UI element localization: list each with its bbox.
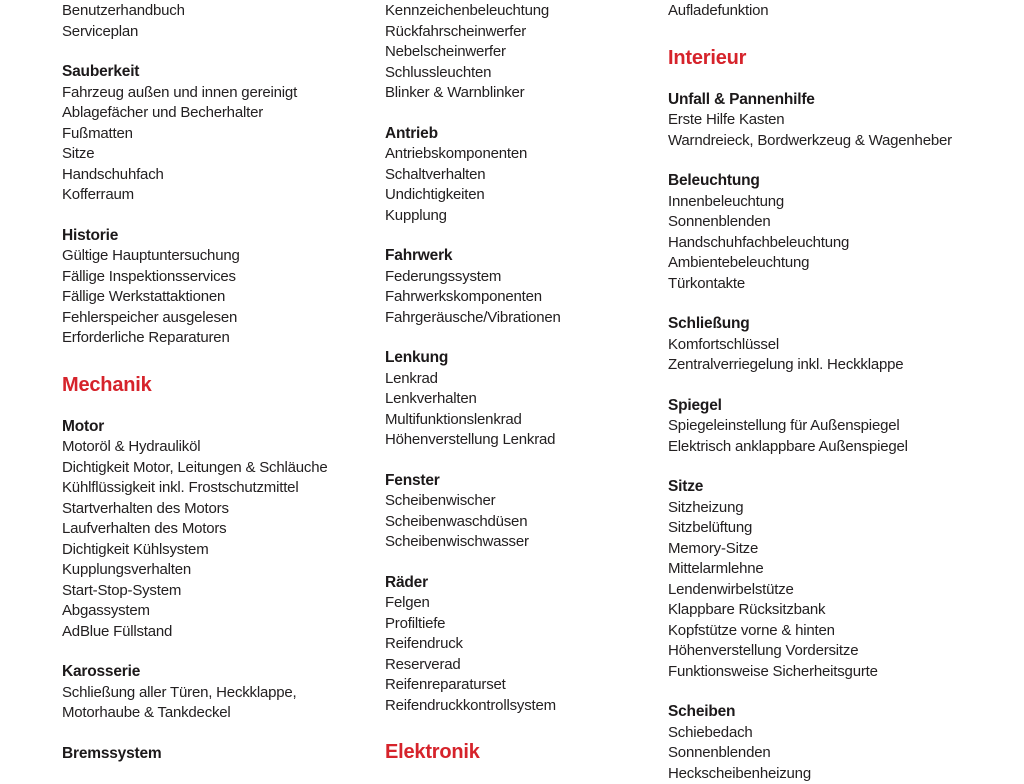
checklist-item-gueltige-hauptuntersuchung: Gültige Hauptuntersuchung — [62, 246, 367, 267]
checklist-item-reserverad: Reserverad — [385, 655, 650, 676]
checklist-item-ablagefaecher-und-becherhalter: Ablagefächer und Becherhalter — [62, 103, 367, 124]
checklist-item-rueckfahrscheinwerfer: Rückfahrscheinwerfer — [385, 22, 650, 43]
checklist-item-mittelarmlehne: Mittelarmlehne — [668, 559, 973, 580]
checklist-item-lendenwirbelstuetze: Lendenwirbelstütze — [668, 580, 973, 601]
checklist-item-sitze: Sitze — [62, 144, 367, 165]
checklist-item-aufladefunktion: Aufladefunktion — [668, 1, 973, 22]
group-heading-schliessung: Schließung — [668, 314, 973, 335]
checklist-item-fahrwerkskomponenten: Fahrwerkskomponenten — [385, 287, 650, 308]
checklist-item-adblue-fuellstand: AdBlue Füllstand — [62, 622, 367, 643]
checklist-item-scheibenwischwasser: Scheibenwischwasser — [385, 532, 650, 553]
group-heading-sitze: Sitze — [668, 477, 973, 498]
checklist-item-hoehenverstellung-vordersitze: Höhenverstellung Vordersitze — [668, 641, 973, 662]
checklist-column-left — [62, 1, 367, 764]
group-heading-lenkung: Lenkung — [385, 348, 650, 369]
group-heading-bremssystem: Bremssystem — [62, 744, 367, 765]
checklist-item-antriebskomponenten: Antriebskomponenten — [385, 144, 650, 165]
checklist-item-erforderliche-reparaturen: Erforderliche Reparaturen — [62, 328, 367, 349]
checklist-item-reifenreparaturset: Reifenreparaturset — [385, 675, 650, 696]
checklist-item-elektrisch-anklappbare-aussenspiegel: Elektrisch anklappbare Außenspiegel — [668, 437, 973, 458]
checklist-item-kofferraum: Kofferraum — [62, 185, 367, 206]
group-heading-scheiben: Scheiben — [668, 702, 973, 723]
checklist-item-faellige-werkstattaktionen: Fällige Werkstattaktionen — [62, 287, 367, 308]
checklist-item-profiltiefe: Profiltiefe — [385, 614, 650, 635]
checklist-item-schiebedach: Schiebedach — [668, 723, 973, 744]
checklist-item-laufverhalten-des-motors: Laufverhalten des Motors — [62, 519, 367, 540]
checklist-item-kuehlfluessigkeit-inkl-frostschutzmittel: Kühlflüssigkeit inkl. Frostschutzmittel — [62, 478, 367, 499]
checklist-column-right — [668, 1, 973, 784]
checklist-item-scheibenwaschduesen: Scheibenwaschdüsen — [385, 512, 650, 533]
group-heading-historie: Historie — [62, 226, 367, 247]
checklist-item-undichtigkeiten: Undichtigkeiten — [385, 185, 650, 206]
group-heading-raeder: Räder — [385, 573, 650, 594]
checklist-item-lenkverhalten: Lenkverhalten — [385, 389, 650, 410]
checklist-item-sonnenblenden: Sonnenblenden — [668, 743, 973, 764]
checklist-item-abgassystem: Abgassystem — [62, 601, 367, 622]
checklist-item-dichtigkeit-motor-leitungen-schlaeuche: Dichtigkeit Motor, Leitungen & Schläuche — [62, 458, 367, 479]
checklist-item-sitzheizung: Sitzheizung — [668, 498, 973, 519]
checklist-item-start-stop-system: Start-Stop-System — [62, 581, 367, 602]
checklist-item-faellige-inspektionsservices: Fällige Inspektionsservices — [62, 267, 367, 288]
checklist-item-dichtigkeit-kuehlsystem: Dichtigkeit Kühlsystem — [62, 540, 367, 561]
checklist-item-funktionsweise-sicherheitsgurte: Funktionsweise Sicherheitsgurte — [668, 662, 973, 683]
group-heading-antrieb: Antrieb — [385, 124, 650, 145]
category-heading-mechanik: Mechanik — [62, 373, 367, 397]
checklist-item-motoroel-hydraulikoel: Motoröl & Hydrauliköl — [62, 437, 367, 458]
checklist-item-sitzbelueftung: Sitzbelüftung — [668, 518, 973, 539]
checklist-item-fehlerspeicher-ausgelesen: Fehlerspeicher ausgelesen — [62, 308, 367, 329]
checklist-item-memory-sitze: Memory-Sitze — [668, 539, 973, 560]
group-heading-unfall-pannenhilfe: Unfall & Pannenhilfe — [668, 90, 973, 111]
checklist-item-zentralverriegelung-inkl-heckklappe: Zentralverriegelung inkl. Heckklappe — [668, 355, 973, 376]
category-heading-interieur: Interieur — [668, 46, 973, 70]
checklist-item-kupplung: Kupplung — [385, 206, 650, 227]
checklist-item-handschuhfach: Handschuhfach — [62, 165, 367, 186]
checklist-item-innenbeleuchtung: Innenbeleuchtung — [668, 192, 973, 213]
group-heading-karosserie: Karosserie — [62, 662, 367, 683]
checklist-item-heckscheibenheizung: Heckscheibenheizung — [668, 764, 973, 784]
checklist-item-kupplungsverhalten: Kupplungsverhalten — [62, 560, 367, 581]
checklist-item-blinker-warnblinker: Blinker & Warnblinker — [385, 83, 650, 104]
group-heading-sauberkeit: Sauberkeit — [62, 62, 367, 83]
checklist-item-fussmatten: Fußmatten — [62, 124, 367, 145]
group-heading-motor: Motor — [62, 417, 367, 438]
checklist-item-serviceplan: Serviceplan — [62, 22, 367, 43]
checklist-item-federungssystem: Federungssystem — [385, 267, 650, 288]
checklist-item-tuerkontakte: Türkontakte — [668, 274, 973, 295]
checklist-item-lenkrad: Lenkrad — [385, 369, 650, 390]
checklist-item-handschuhfachbeleuchtung: Handschuhfachbeleuchtung — [668, 233, 973, 254]
group-heading-spiegel: Spiegel — [668, 396, 973, 417]
group-heading-fenster: Fenster — [385, 471, 650, 492]
category-heading-elektronik: Elektronik — [385, 740, 650, 764]
checklist-item-nebelscheinwerfer: Nebelscheinwerfer — [385, 42, 650, 63]
checklist-item-startverhalten-des-motors: Startverhalten des Motors — [62, 499, 367, 520]
group-heading-beleuchtung: Beleuchtung — [668, 171, 973, 192]
checklist-item-klappbare-ruecksitzbank: Klappbare Rücksitzbank — [668, 600, 973, 621]
checklist-item-hoehenverstellung-lenkrad: Höhenverstellung Lenkrad — [385, 430, 650, 451]
checklist-item-reifendruckkontrollsystem: Reifendruckkontrollsystem — [385, 696, 650, 717]
checklist-item-fahrgeraeusche-vibrationen: Fahrgeräusche/Vibrationen — [385, 308, 650, 329]
checklist-item-fahrzeug-aussen-und-innen-gereinigt: Fahrzeug außen und innen gereinigt — [62, 83, 367, 104]
checklist-item-erste-hilfe-kasten: Erste Hilfe Kasten — [668, 110, 973, 131]
checklist-item-schlussleuchten: Schlussleuchten — [385, 63, 650, 84]
checklist-item-benutzerhandbuch: Benutzerhandbuch — [62, 1, 367, 22]
checklist-column-middle — [385, 1, 650, 774]
checklist-item-ambientebeleuchtung: Ambientebeleuchtung — [668, 253, 973, 274]
checklist-item-reifendruck: Reifendruck — [385, 634, 650, 655]
checklist-item-warndreieck-bordwerkzeug-wagenheber: Warndreieck, Bordwerkzeug & Wagenheber — [668, 131, 973, 152]
checklist-item-komfortschluessel: Komfortschlüssel — [668, 335, 973, 356]
checklist-item-kennzeichenbeleuchtung: Kennzeichenbeleuchtung — [385, 1, 650, 22]
checklist-item-schaltverhalten: Schaltverhalten — [385, 165, 650, 186]
checklist-item-sonnenblenden: Sonnenblenden — [668, 212, 973, 233]
checklist-item-kopfstuetze-vorne-hinten: Kopfstütze vorne & hinten — [668, 621, 973, 642]
checklist-item-schliessung-aller-tueren-heckklappe-motorhaube-tankdeckel: Schließung aller Türen, Heckklappe, Motorhaube & Tankdeckel — [62, 683, 367, 724]
checklist-item-spiegeleinstellung-fuer-aussenspiegel: Spiegeleinstellung für Außenspiegel — [668, 416, 973, 437]
checklist-item-multifunktionslenkrad: Multifunktionslenkrad — [385, 410, 650, 431]
checklist-item-scheibenwischer: Scheibenwischer — [385, 491, 650, 512]
checklist-item-felgen: Felgen — [385, 593, 650, 614]
group-heading-fahrwerk: Fahrwerk — [385, 246, 650, 267]
